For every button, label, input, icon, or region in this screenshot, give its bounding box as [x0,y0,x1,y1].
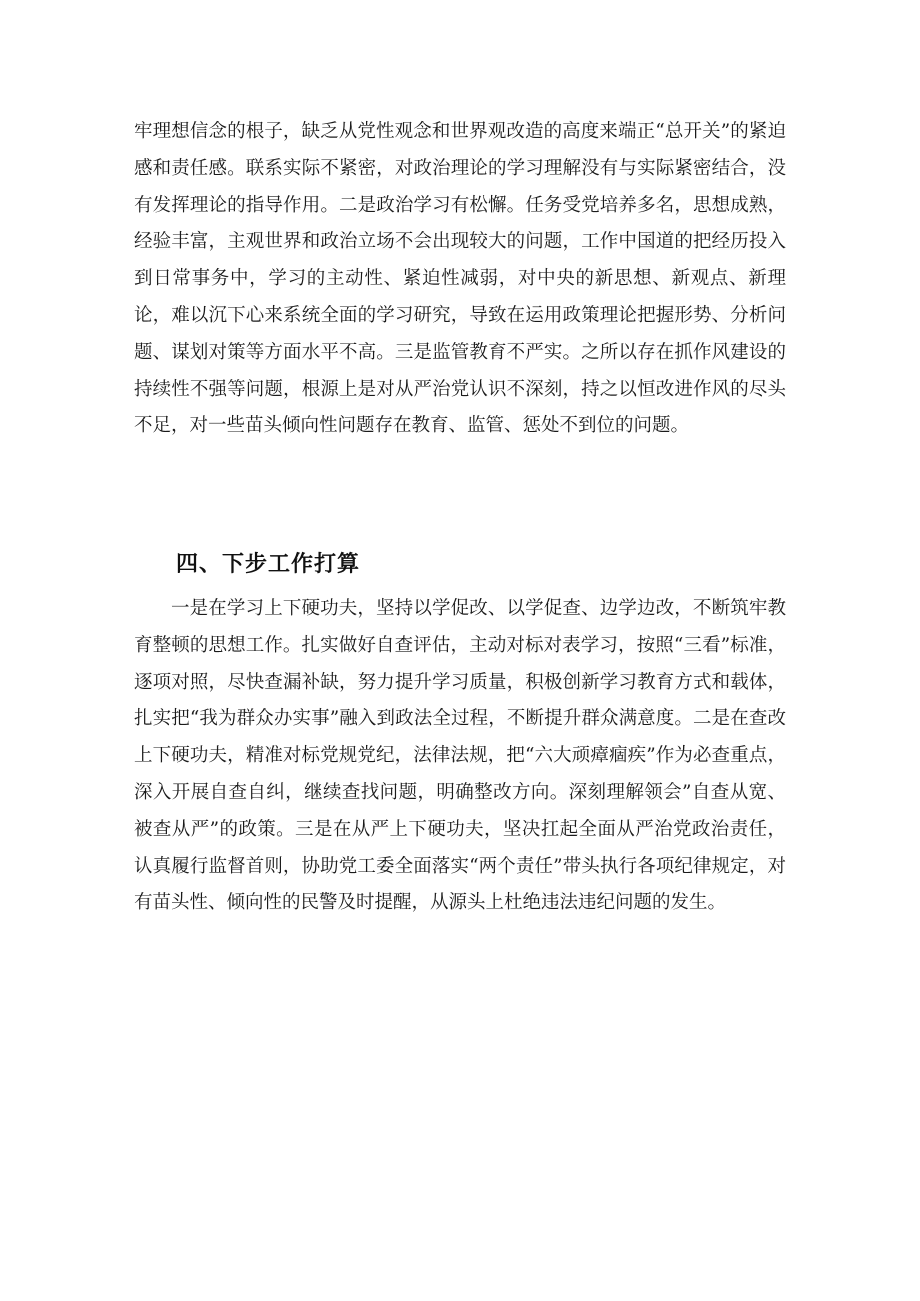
section-heading: 四、下步工作打算 [176,552,361,577]
body-paragraph-continued: 牢理想信念的根子，缺乏从党性观念和世界观改造的高度来端正“总开关”的紧迫感和责任感。联系实际不紧密，对政治理论的学习理解没有与实际紧密结合，没有发挥理论的指导作用。二是政治学习有松懈。任务受党培养多名，思想成熟，经验丰富，主观世界和政治立场不会出现较大的问题，工作中国道的把经历投入到日常事务中，学习的主动性、紧迫性减弱，对中央的新思想、新观点、新理论，难以沉下心来系统全面的学习研究，导致在运用政策理论把握形势、分析问题、谋划对策等方面水平不高。三是监管教育不严实。之所以存在抓作风建设的持续性不强等问题，根源上是对从严治党认识不深刻，持之以恒改进作风的尽头不足，对一些苗头倾向性问题存在教育、监管、惩处不到位的问题。 [134,121,786,437]
body-paragraph-next-steps: 一是在学习上下硬功夫，坚持以学促改、以学促查、边学边改，不断筑牢教育整顿的思想工作。扎实做好自查评估，主动对标对表学习，按照“三看”标准，逐项对照，尽快查漏补缺，努力提升学习质量，积极创新学习教育方式和载体，扎实把“我为群众办实事”融入到政法全过程，不断提升群众满意度。二是在查改上下硬功夫，精准对标党规党纪，法律法规，把“六大顽瘴痼疾”作为必查重点，深入开展自查自纠，继续查找问题，明确整改方向。深刻理解领会”自查从宽、被查从严”的政策。三是在从严上下硬功夫，坚决扛起全面从严治党政治责任，认真履行监督首则，协助党工委全面落实“两个责任”带头执行各项纪律规定，对有苗头性、倾向性的民警及时提醒，从源头上杜绝违法违纪问题的发生。 [134,598,786,914]
